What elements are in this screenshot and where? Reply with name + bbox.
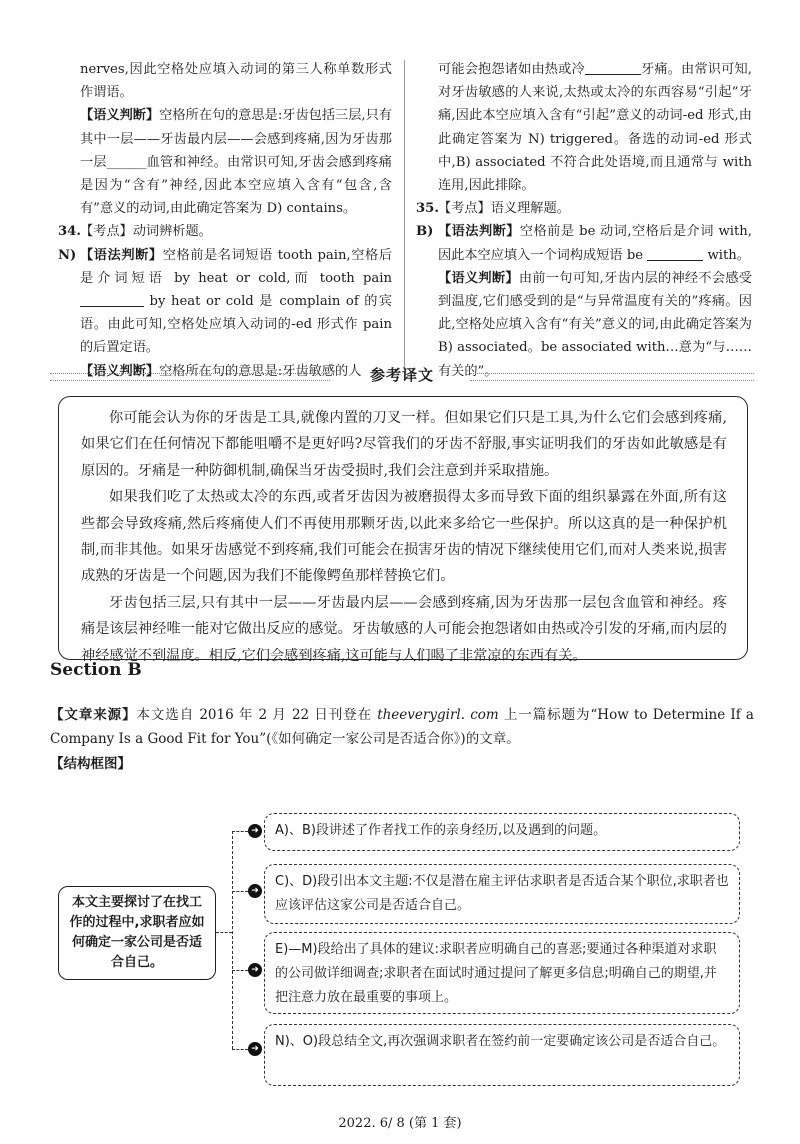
arrow-circle-icon: ➜ (248, 884, 262, 898)
question-34-semantic: 空格所在句的意思是:牙齿敏感的人 (159, 363, 362, 379)
tag-source: 【文章来源】 (50, 707, 137, 723)
question-35-semantic: 由前一句可知,牙齿内层的神经不会感受到温度,它们感受到的是“与异常温度有关的”疼痛。因此,空格处应填入含有“有关”意义的词,由此确定答案为 B) associated。be associated with…意为“与……有关的”。 (438, 270, 752, 379)
connector-branch (232, 891, 248, 892)
tag-grammar: 【语法判断】 (438, 224, 520, 240)
right-column (416, 58, 752, 383)
question-35-answer-letter: B) (416, 224, 434, 240)
right-para-1: 可能会抱怨诸如由热或冷 牙痛。由常识可知,对牙齿敏感的人来说,太热或太冷的东西容易“引起”牙痛,因此本空应填入含有“引起”意义的动词-ed 形式,由此确定答案为 N) triggered。备选的动词-ed 形式中,B) associated 不符合此处语境,而且通常与 with 连用,因此排除。 (438, 62, 752, 194)
connector-branch (232, 831, 248, 832)
header-rule-right (470, 373, 754, 381)
question-35-grammar-a: 空格前是 be 动词,空格后是介词 with,因此本空应填入一个词构成短语 be (438, 224, 752, 263)
column-divider (404, 60, 405, 378)
left-column (58, 58, 392, 383)
page-footer: 2022. 6/ 8 (第 1 套) (338, 1116, 462, 1131)
arrow-circle-icon: ➜ (248, 1042, 262, 1056)
question-35-grammar-b: with。 (703, 247, 750, 263)
question-35-point: 【考点】语义理解题。 (438, 201, 570, 217)
question-34-number: 34. (58, 224, 81, 240)
structure-box-1: A)、B)段讲述了作者找工作的亲身经历,以及遇到的问题。 (264, 813, 740, 851)
answer-blank (80, 292, 144, 307)
connector-spine (232, 831, 233, 1049)
structure-box-3: E)—M)段给出了具体的建议:求职者应明确自己的喜恶;要通过各种渠道对求职的公司做详细调查;求职者在面试时通过提问了解更多信息;明确自己的期望,并把注意力放在最重要的事项上。 (264, 932, 740, 1014)
structure-box-2: C)、D)段引出本文主题:不仅是潜在雇主评估求职者是否适合某个职位,求职者也应该评估这家公司是否适合自己。 (264, 864, 740, 924)
translation-paragraph: 牙齿包括三层,只有其中一层——牙齿最内层——会感到疼痛,因为牙齿那一层包含血管和神经。疼痛是该层神经唯一能对它做出反应的感觉。牙齿敏感的人可能会抱怨诸如由热或冷引发的牙痛,而内层的神经感觉不到温度。相反,它们会感到疼痛,这可能与人们喝了非常凉的东西有关。 (81, 594, 727, 664)
left-para-1: nerves,因此空格处应填入动词的第三人称单数形式作谓语。 (80, 62, 392, 101)
main-summary-box: 本文主要探讨了在找工作的过程中,求职者应如何确定一家公司是否适合自己。 (58, 886, 216, 980)
connector-branch (232, 970, 248, 971)
question-35-number: 35. (416, 201, 439, 217)
question-34-answer-letter: N) (58, 247, 77, 263)
left-para-2-text: 空格所在句的意思是:牙齿包括三层,只有其中一层——牙齿最内层——会感到疼痛,因为牙齿那一层______血管和神经。由常识可知,牙齿会感到疼痛是因为“含有”神经,因此本空应填入含有“包含,含有”意义的动词,由此确定答案为 D) contains。 (80, 108, 392, 217)
reference-translation-header (50, 364, 754, 386)
question-35-header (416, 197, 752, 220)
answer-blank (585, 60, 641, 75)
connector-branch (232, 1049, 248, 1050)
arrow-circle-icon: ➜ (248, 963, 262, 977)
question-34-point: 【考点】动词辨析题。 (80, 224, 212, 240)
question-35-body (416, 220, 752, 382)
tag-semantic: 【语义判断】 (80, 108, 160, 124)
arrow-circle-icon: ➜ (248, 824, 262, 838)
tag-semantic: 【语义判断】 (80, 363, 160, 379)
structure-box-4: N)、O)段总结全文,再次强调求职者在签约前一定要确定该公司是否适合自己。 (264, 1024, 740, 1086)
tag-grammar: 【语法判断】 (80, 247, 163, 263)
tag-semantic: 【语义判断】 (438, 270, 519, 286)
left-para-2 (58, 104, 392, 220)
reference-translation-title: 参考译文 (369, 366, 434, 384)
source-site: theeverygirl. com (377, 707, 499, 723)
translation-box (58, 396, 748, 664)
article-source: 【文章来源】本文选自 2016 年 2 月 22 日刊登在 theeverygirl. com 上一篇标题为“How to Determine If a Company Is a Good Fit for You”(《如何确定一家公司是否适合你》)的文章。 (50, 707, 754, 747)
translation-paragraph: 你可能会认为你的牙齿是工具,就像内置的刀叉一样。但如果它们只是工具,为什么它们会感到疼痛,如果它们在任何情况下都能咀嚼不是更好吗?尽管我们的牙齿不舒服,事实证明我们的牙齿如此敏感是有原因的。牙痛是一种防御机制,确保当牙齿受损时,我们会注意到并采取措施。 (81, 410, 727, 479)
question-34-grammar-b: by heat or cold 是 complain of 的宾语。由此可知,空格处应填入动词的-ed 形式作 pain 的后置定语。 (80, 294, 392, 356)
question-34-body (58, 244, 392, 383)
question-34-grammar-a: 空格前是名词短语 tooth pain,空格后是介词短语 by heat or cold,而 tooth pain (80, 247, 393, 286)
header-rule-left (50, 373, 330, 381)
question-34-header (58, 220, 392, 243)
answer-blank (647, 246, 703, 261)
section-title: Section B (50, 660, 142, 680)
connector-line (216, 932, 232, 933)
translation-paragraph: 如果我们吃了太热或太冷的东西,或者牙齿因为被磨损得太多而导致下面的组织暴露在外面,所有这些都会导致疼痛,然后疼痛使人们不再使用那颗牙齿,以此来多给它一些保护。所以这真的是一种保护机制,而非其他。如果牙齿感觉不到疼痛,我们可能会在损害牙齿的情况下继续使用它们,而对人类来说,损害成熟的牙齿是一个问题,因为我们不能像鳄鱼那样替换它们。 (81, 489, 727, 585)
structure-frame-title: 【结构框图】 (50, 756, 131, 772)
